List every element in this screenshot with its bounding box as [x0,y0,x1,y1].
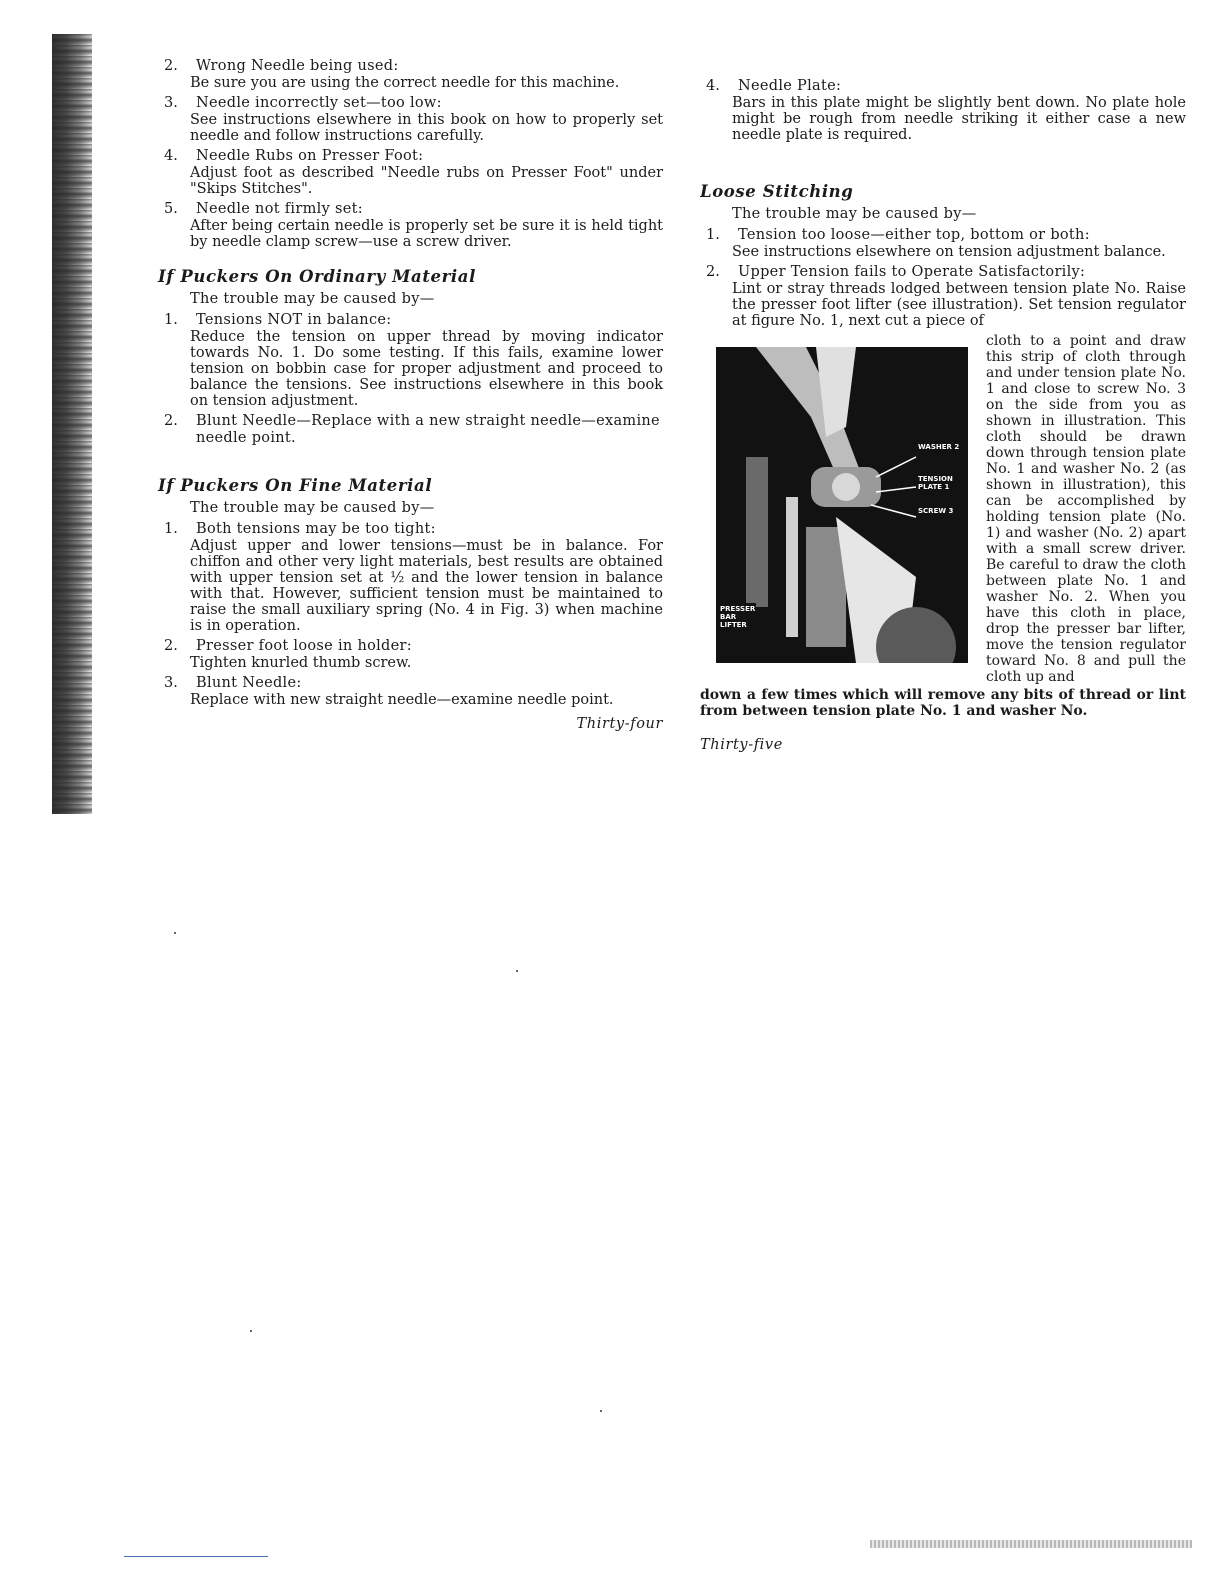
item-number: 2. [164,413,178,429]
list-item [158,201,663,218]
label-washer: WASHER 2 [918,443,960,451]
item-title: Tension too loose—either top, bottom or both: [738,227,1090,243]
item-body: See instructions elsewhere in this book on how to properly set needle and follow instructions carefully. [190,112,663,144]
label-screw: SCREW 3 [918,507,954,515]
list-item [158,58,663,75]
list-item [700,264,1186,281]
item-number: 1. [164,521,178,537]
page-number-right: Thirty-five [700,737,783,753]
list-item [158,95,663,112]
figure-block [700,333,1186,685]
item-body: Adjust foot as described "Needle rubs on Presser Foot" under "Skips Stitches". [190,165,663,197]
item-body: Be sure you are using the correct needle for this machine. [190,75,620,91]
list-item [158,521,663,538]
list-item [158,413,663,447]
list-item [700,227,1186,244]
tension-illustration [716,347,968,663]
item-number: 2. [164,638,178,654]
item-title: Needle not firmly set: [196,201,363,217]
item-number: 1. [164,312,178,328]
item-body: Adjust upper and lower tensions—must be in balance. For chiffon and other very light materials, best results are obtained with upper tension set at ½ and the lower tension in balance with that. However, sufficient tension must be maintained to raise the small auxiliary spring (No. 4 in Fig. 3) when machine is in operation. [190,538,663,634]
item-title: Needle Plate: [738,78,842,94]
label-tension-plate: TENSION PLATE 1 [918,475,953,491]
item-number: 3. [164,675,178,691]
list-item [158,312,663,329]
item-body: Reduce the tension on upper thread by moving indicator towards No. 1. Do some testing. If this fails, examine lower tension on bobbin case for proper adjustment and proceed to balance the tensions. See instructions elsewhere in this book on tension adjustment. [190,329,663,409]
left-page [158,56,663,733]
right-page [700,76,1186,754]
section-heading-ordinary: If Puckers On Ordinary Material [158,267,476,286]
item-title: Upper Tension fails to Operate Satisfactorily: [738,264,1086,280]
scan-speck [600,1410,602,1412]
page-number-left: Thirty-four [576,716,663,732]
item-number: 5. [164,201,178,217]
item-title: Both tensions may be too tight: [196,521,436,537]
item-body: Lint or stray threads lodged between tension plate No. Raise the presser foot lifter (see illustration). Set tension regulator at figure No. 1, next cut a piece of [732,281,1186,329]
item-body: See instructions elsewhere on tension adjustment balance. [732,244,1166,260]
scan-artifact-line [124,1556,268,1557]
item-title: Blunt Needle—Replace with a new straight needle—examine needle point. [196,413,660,446]
section-heading-fine: If Puckers On Fine Material [158,476,433,495]
fine-items [158,521,663,708]
item-number: 4. [706,78,720,94]
loose-items [700,227,1186,329]
section-intro-loose: The trouble may be caused by— [732,206,977,222]
item-title: Blunt Needle: [196,675,302,691]
scan-speck [174,932,176,934]
list-item [158,638,663,655]
item-body: After being certain needle is properly set be sure it is held tight by needle clamp screw—use a screw driver. [190,218,663,250]
list-item [158,675,663,692]
scan-speck [516,970,518,972]
left-top-items [158,58,663,250]
item-title: Presser foot loose in holder: [196,638,412,654]
item-number: 1. [706,227,720,243]
item-number: 4. [164,148,178,164]
item-number: 2. [706,264,720,280]
list-item [700,78,1186,95]
section-intro-ordinary: The trouble may be caused by— [190,291,435,307]
continuation-text: down a few times which will remove any bits of thread or lint from between tension plate No. 1 and washer No. [700,687,1186,719]
item-title: Wrong Needle being used: [196,58,399,74]
list-item [158,148,663,165]
section-heading-loose: Loose Stitching [700,182,854,201]
item-title: Tensions NOT in balance: [196,312,392,328]
ordinary-items [158,312,663,447]
item-body: Bars in this plate might be slightly bent down. No plate hole might be rough from needle striking it either case a new needle plate is required. [732,95,1186,143]
item-body: Tighten knurled thumb screw. [190,655,412,671]
item-title: Needle Rubs on Presser Foot: [196,148,424,164]
wrap-text: cloth to a point and draw this strip of cloth through and under tension plate No. 1 and close to screw No. 3 on the side from you as shown in illustration. This cloth should be drawn down through tension plate No. 1 and washer No. 2 (as shown in illustration), this can be accomplished by holding tension plate (No. 1) and washer (No. 2) apart with a small screw driver. Be careful to draw the cloth between plate No. 1 and washer No. 2. When you have this cloth in place, drop the presser bar lifter, move the tension regulator toward No. 8 and pull the cloth up and [986,333,1186,685]
item-number: 2. [164,58,178,74]
item-body: Replace with new straight needle—examine needle point. [190,692,614,708]
item-title: Needle incorrectly set—too low: [196,95,442,111]
label-presser-bar-lifter: PRESSER BAR LIFTER [720,605,756,629]
scan-edge-shadow [52,34,92,814]
section-intro-fine: The trouble may be caused by— [190,500,435,516]
item-number: 3. [164,95,178,111]
scan-artifact-bar [870,1540,1192,1548]
scan-speck [250,1330,252,1332]
